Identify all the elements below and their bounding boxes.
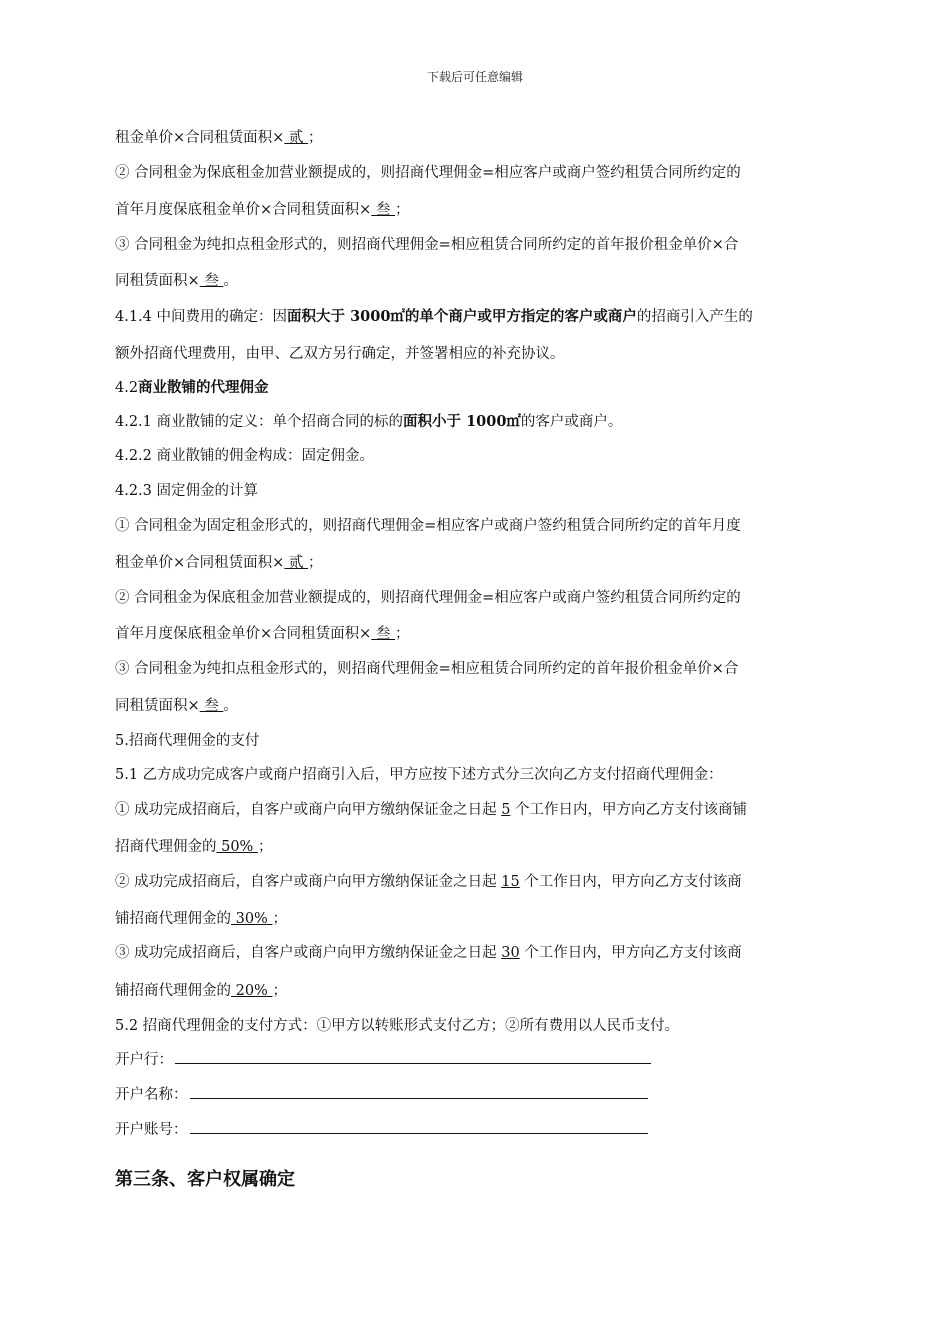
text-line: ② 合同租金为保底租金加营业额提成的，则招商代理佣金=相应客户或商户签约租赁合同所约定的 [115, 165, 741, 181]
text-line: 5.招商代理佣金的支付 [115, 733, 260, 749]
text-line: 4.2.1 商业散铺的定义：单个招商合同的标的面积小于 1000㎡的客户或商户。 [115, 413, 623, 430]
text-line: ③ 合同租金为纯扣点租金形式的，则招商代理佣金=相应租赁合同所约定的首年报价租金单价×合 [115, 661, 739, 677]
text-line: 5.1 乙方成功完成客户或商户招商引入后，甲方应按下述方式分三次向乙方支付招商代理佣金： [115, 767, 723, 783]
text-line: ② 成功完成招商后，自客户或商户向甲方缴纳保证金之日起 15 个工作日内，甲方向乙方支付该商 [115, 874, 742, 890]
account-name-field [115, 1085, 845, 1105]
text-line: 铺招商代理佣金的 30% ； [115, 911, 287, 927]
account-number-field [115, 1120, 845, 1140]
text-line: 招商代理佣金的 50% ； [115, 839, 273, 855]
text-line: 5.2 招商代理佣金的支付方式：①甲方以转账形式支付乙方；②所有费用以人民币支付。 [115, 1018, 680, 1034]
text-line: 租金单价×合同租赁面积× 贰 ； [115, 555, 323, 571]
account-name-label: 开户名称： [115, 1087, 188, 1103]
text-line: 4.2.3 固定佣金的计算 [115, 483, 259, 499]
text-line: 4.1.4 中间费用的确定：因面积大于 3000㎡的单个商户或甲方指定的客户或商户的招商引入产生的 [115, 308, 753, 325]
bank-field [115, 1050, 845, 1070]
text-line: 额外招商代理费用，由甲、乙双方另行确定，并签署相应的补充协议。 [115, 346, 565, 362]
account-number-label: 开户账号： [115, 1122, 188, 1138]
text-line: ① 成功完成招商后，自客户或商户向甲方缴纳保证金之日起 5 个工作日内，甲方向乙方支付该商铺 [115, 802, 748, 818]
account-number-blank [190, 1121, 648, 1134]
page-header: 下载后可任意编辑 [426, 70, 523, 84]
text-line: 4.2商业散铺的代理佣金 [115, 379, 269, 396]
bank-label: 开户行： [115, 1052, 173, 1068]
text-line: 同租赁面积× 叁 。 [115, 698, 238, 714]
text-line: ② 合同租金为保底租金加营业额提成的，则招商代理佣金=相应客户或商户签约租赁合同所约定的 [115, 590, 741, 606]
text-line: 4.2.2 商业散铺的佣金构成：固定佣金。 [115, 448, 375, 464]
text-line: ① 合同租金为固定租金形式的，则招商代理佣金=相应客户或商户签约租赁合同所约定的首年月度 [115, 518, 741, 534]
text-line: ③ 成功完成招商后，自客户或商户向甲方缴纳保证金之日起 30 个工作日内，甲方向乙方支付该商 [115, 945, 742, 961]
text-line: 首年月度保底租金单价×合同租赁面积× 叁 ； [115, 626, 410, 642]
bank-blank [175, 1051, 651, 1064]
text-line: 租金单价×合同租赁面积× 贰 ； [115, 130, 323, 146]
text-line: 首年月度保底租金单价×合同租赁面积× 叁 ； [115, 202, 410, 218]
account-name-blank [190, 1086, 648, 1099]
text-line: ③ 合同租金为纯扣点租金形式的，则招商代理佣金=相应租赁合同所约定的首年报价租金单价×合 [115, 237, 739, 253]
section-heading: 第三条、客户权属确定 [115, 1169, 295, 1190]
text-line: 同租赁面积× 叁 。 [115, 273, 238, 289]
text-line: 铺招商代理佣金的 20% ； [115, 983, 287, 999]
